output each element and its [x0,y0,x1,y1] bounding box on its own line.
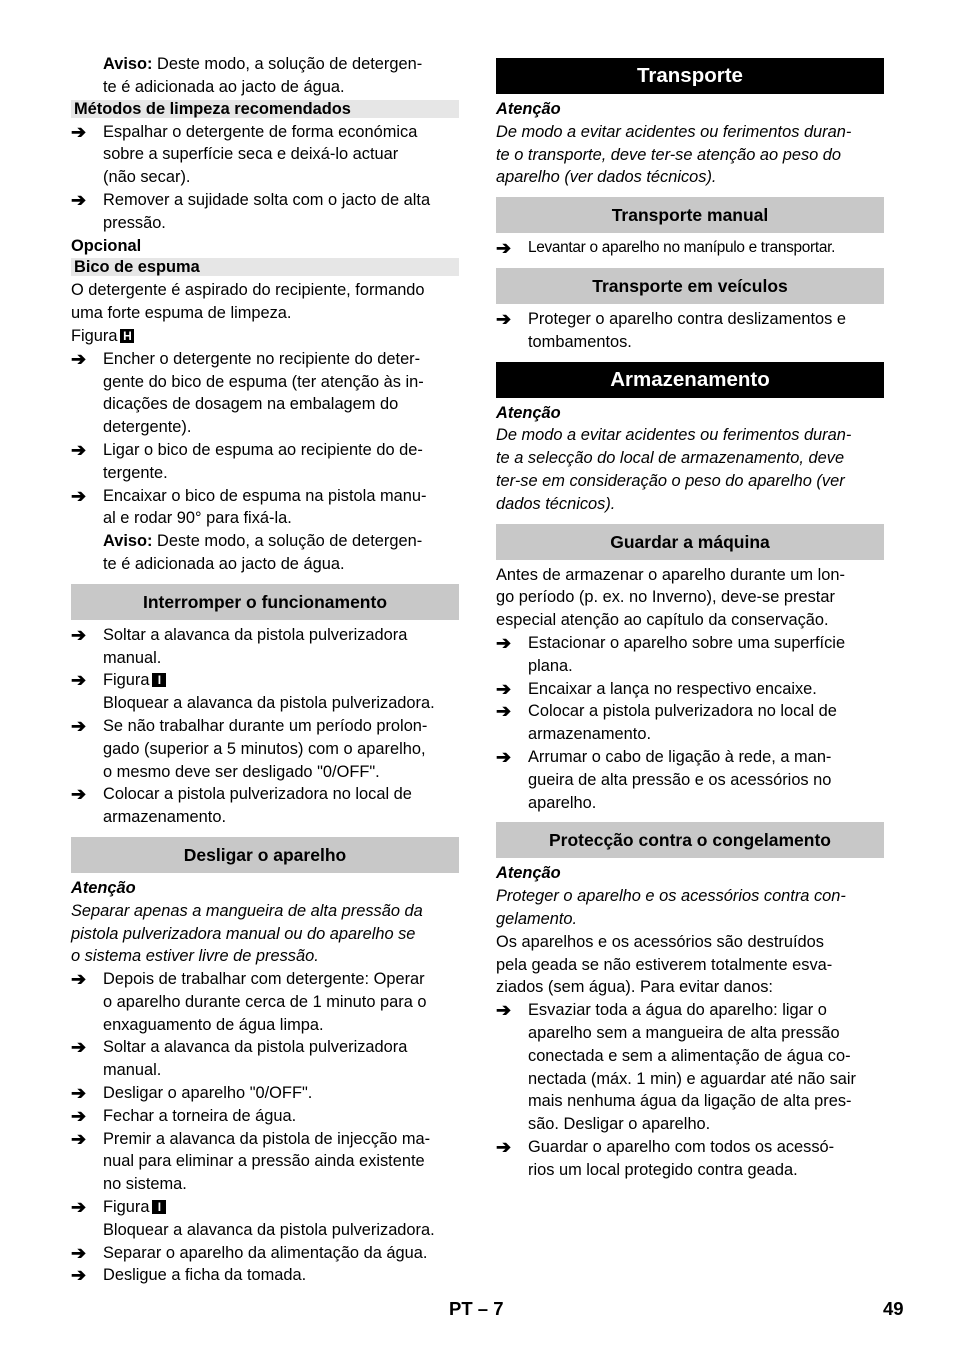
list-item [496,700,884,746]
aviso-note-2: Aviso: Deste modo, a solução de detergen- te é adicionada ao jacto de água. [103,532,423,573]
warning-text: Separar apenas a mangueira de alta pressão da pistola pulverizadora manual ou do aparelho se o sistema estiver livre de pressão. [71,901,423,966]
list-item [496,1136,884,1182]
list-item-text: Arrumar o cabo de ligação à rede, a man- gueira de alta pressão e os acessórios no aparelho. [528,747,832,812]
list-item-text: Soltar a alavanca da pistola pulverizadora manual. [103,1038,408,1080]
arrow-icon: ➔ [496,701,512,722]
atencao-heading: Atenção [496,100,561,118]
arrow-icon: ➔ [496,746,512,767]
guardar-intro: Antes de armazenar o aparelho durante um lon- go período (p. ex. no Inverno), deve-se prestar especial atenção ao capítulo da conservação. [496,565,845,630]
list-item-text: Espalhar o detergente de forma económica sobre a superfície seca e deixá-lo actuar (não secar). [103,122,418,187]
section-title-guardar: Guardar a máquina [496,524,884,560]
list-item: ➔ Figura I [71,669,459,692]
list-item [496,678,884,701]
list-item-text: Encher o detergente no recipiente do deter- gente do bico de espuma (ter atenção às in- dicações de dosagem na embalagem do detergente). [103,349,424,437]
list-item [71,1264,459,1287]
list-item: ➔ Colocar a pistola pulverizadora no local de armazenamento. [71,783,459,829]
opcional-label: Opcional [71,236,142,255]
list-item [71,348,459,439]
list-item-text: Desligar o aparelho "0/OFF". [103,1084,313,1103]
list-item [71,1036,459,1082]
arrow-icon: ➔ [71,969,87,990]
arrow-icon: ➔ [71,485,87,506]
arrow-icon: ➔ [71,715,87,736]
footer-page-label: PT – 7 [449,1298,504,1319]
list-item [71,1128,459,1196]
arrow-icon: ➔ [496,238,512,259]
list-item [496,746,884,814]
arrow-icon: ➔ [71,784,87,805]
guardar-list [496,632,884,814]
section-banner-armazenamento: Armazenamento [496,362,884,398]
atencao-heading: Atenção [496,864,561,883]
list-item [71,1242,459,1265]
left-column [71,53,459,1287]
arrow-icon: ➔ [71,1265,87,1286]
figure-h-badge: H [120,329,134,343]
arrow-icon: ➔ [496,1000,512,1021]
list-item: ➔ Se não trabalhar durante um período prolon- gado (superior a 5 minutos) com o aparelho, o mesmo deve ser desligado "0/OFF". [71,715,459,783]
list-item-text: Guardar o aparelho com todos os acessó- rios um local protegido contra geada. [528,1137,835,1179]
list-item-text: Premir a alavanca da pistola de injecção ma- nual para eliminar a pressão ainda existente no sistema. [103,1129,431,1194]
bico-list [71,348,459,530]
metodos-list [71,121,459,235]
congelamento-intro: Os aparelhos e os acessórios são destruídos pela geada se não estiverem totalmente esva- ziados (sem água). Para evitar danos: [496,932,833,997]
arrow-icon: ➔ [496,632,512,653]
section-title-transporte-manual: Transporte manual [496,197,884,233]
congelamento-list [496,999,884,1181]
desligar-list [71,968,459,1196]
list-item [71,439,459,485]
arrow-icon: ➔ [71,670,87,691]
warning-text: Proteger o aparelho e os acessórios contra con- gelamento. [496,887,846,928]
arrow-icon: ➔ [71,1083,87,1104]
list-item-text: Encaixar a lança no respectivo encaixe. [528,679,817,698]
aviso-note-1: Aviso: Deste modo, a solução de detergen- te é adicionada ao jacto de água. [103,55,423,96]
arrow-icon: ➔ [71,121,87,142]
warning-text: De modo a evitar acidentes ou ferimentos duran- te o transporte, deve ter-se atenção ao peso do aparelho (ver dados técnicos). [496,122,852,187]
list-item-text: Ligar o bico de espuma ao recipiente do de- tergente. [103,440,423,482]
list-item-text: Esvaziar toda a água do aparelho: ligar o aparelho sem a mangueira de alta pressão conectada e sem a alimentação de água co- nectada (máx. 1 min) e aguardar até não sair mais nenhuma água da ligação de alta pres- são. Desligar o aparelho. [528,1001,856,1134]
list-item [71,968,459,1036]
list-item: ➔ Figura I [71,1196,459,1219]
arrow-icon: ➔ [71,1197,87,1218]
figure-i-badge: I [152,1200,166,1214]
section-title-interromper: Interromper o funcionamento [71,584,459,620]
section-title-transporte-veiculos: Transporte em veículos [496,268,884,304]
arrow-icon: ➔ [71,624,87,645]
arrow-icon: ➔ [71,1105,87,1126]
list-item-text: Depois de trabalhar com detergente: Operar o aparelho durante cerca de 1 minuto para o enxaguamento de água limpa. [103,970,427,1034]
section-title-desligar: Desligar o aparelho [71,837,459,873]
footer-page-number: 49 [883,1298,904,1319]
list-item [71,485,459,531]
list-item [71,121,459,189]
figure-step-text: Bloquear a alavanca da pistola pulverizadora. [103,694,435,713]
arrow-icon: ➔ [71,189,87,210]
list-item: ➔ Soltar a alavanca da pistola pulverizadora manual. [71,624,459,670]
section-banner-transporte: Transporte [496,58,884,94]
figure-step-text: Bloquear a alavanca da pistola pulverizadora. [103,1220,435,1239]
list-item-text: Estacionar o aparelho sobre uma superfície plana. [528,633,846,675]
section-title-congelamento: Protecção contra o congelamento [496,822,884,858]
arrow-icon: ➔ [71,1242,87,1263]
right-column [496,53,884,1181]
list-item-text: Remover a sujidade solta com o jacto de alta pressão. [103,190,431,232]
arrow-icon: ➔ [71,439,87,460]
list-item [71,189,459,235]
list-item-text: Encaixar o bico de espuma na pistola manu- al e rodar 90° para fixá-la. [103,486,427,528]
bico-intro: O detergente é aspirado do recipiente, formando uma forte espuma de limpeza. [71,281,425,323]
arrow-icon: ➔ [71,1128,87,1149]
warning-text: De modo a evitar acidentes ou ferimentos duran- te a selecção do local de armazenamento, deve ter-se em consideração o peso do aparelho (ver dados técnicos). [496,426,852,513]
atencao-heading: Atenção [496,403,561,422]
list-item [71,1105,459,1128]
section-title-metodos: Métodos de limpeza recomendados [71,100,459,118]
list-item-text: Fechar a torneira de água. [103,1106,297,1125]
desligar-list-2 [71,1242,459,1288]
list-item-text: Desligue a ficha da tomada. [103,1266,307,1285]
list-item [496,632,884,678]
list-item-text: Separar o aparelho da alimentação da água. [103,1243,428,1262]
arrow-icon: ➔ [71,1037,87,1058]
figure-i-badge: I [152,673,166,687]
arrow-icon: ➔ [71,348,87,369]
list-item [496,999,884,1136]
arrow-icon: ➔ [496,308,512,329]
arrow-icon: ➔ [496,1136,512,1157]
list-item-text: Colocar a pistola pulverizadora no local de armazenamento. [528,702,837,744]
list-item [71,1082,459,1105]
list-item: ➔ Proteger o aparelho contra deslizamentos e tombamentos. [496,308,884,354]
section-title-bico: Bico de espuma [71,258,459,276]
arrow-icon: ➔ [496,678,512,699]
list-item: ➔ Levantar o aparelho no manípulo e transportar. [496,238,836,259]
figure-reference-h: Figura H [71,325,459,348]
atencao-heading: Atenção [71,878,136,897]
